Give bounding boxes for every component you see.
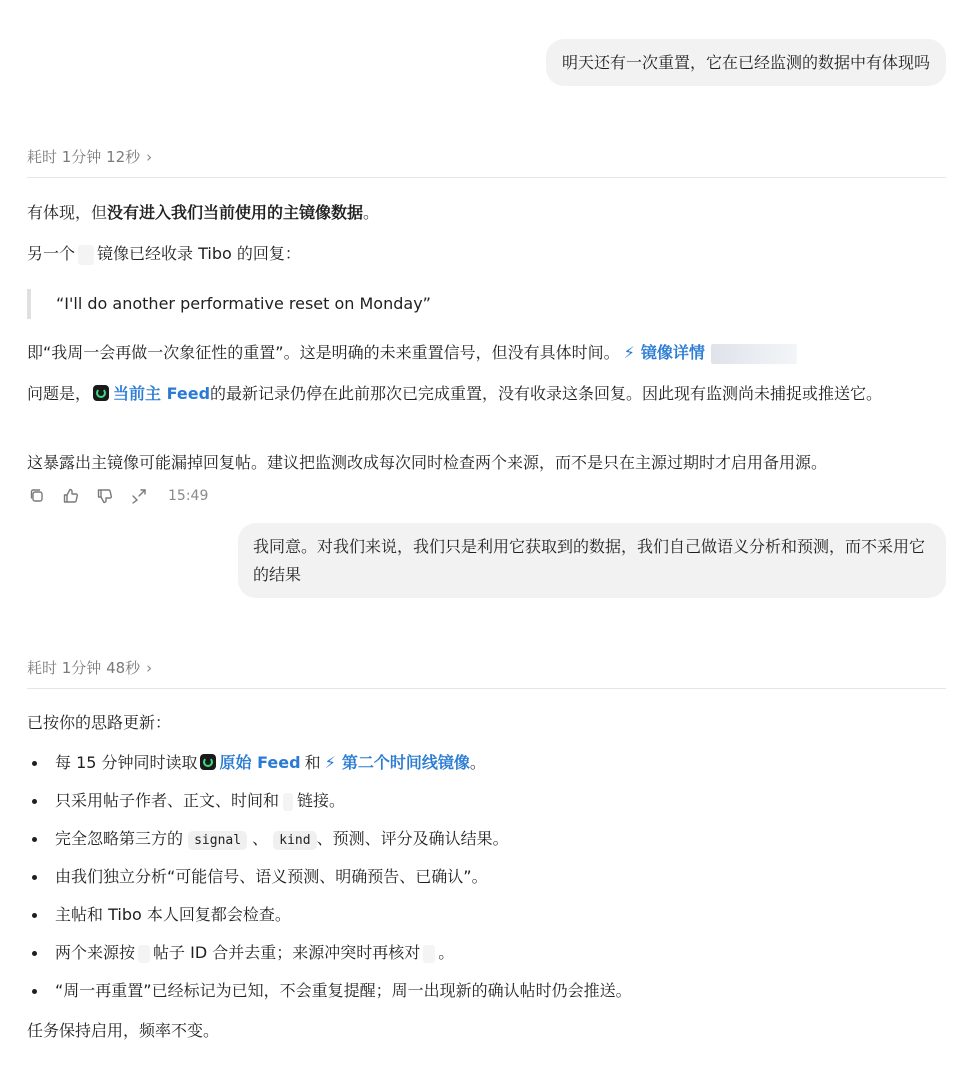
text: 帖子 ID 合并去重；来源冲突时再核对 <box>153 943 421 962</box>
chevron-right-icon: › <box>146 659 153 677</box>
text: “周一再重置”已经标记为已知，不会重复提醒；周一出现新的确认帖时仍会推送。 <box>55 981 632 1000</box>
text: 镜像已经收录 Tibo 的回复： <box>97 244 301 263</box>
redacted-block <box>711 344 797 364</box>
assistant-paragraph <box>27 241 928 267</box>
assistant-paragraph <box>27 710 928 736</box>
user-message-bubble <box>546 39 946 86</box>
list-item <box>27 750 632 788</box>
redacted-block <box>423 945 435 963</box>
like-button[interactable] <box>62 485 96 507</box>
text: 有体现，但 <box>27 203 108 222</box>
assistant-paragraph <box>27 381 928 407</box>
text: 任务保持启用，频率不变。 <box>27 1021 220 1040</box>
list-item <box>27 940 632 978</box>
redacted-block <box>78 245 94 265</box>
text: 两个来源按 <box>55 943 136 962</box>
message-timestamp: 15:49 <box>168 488 209 504</box>
copy-button[interactable] <box>28 485 62 507</box>
text: 即“我周一会再做一次象征性的重置”。这是明确的未来重置信号，但没有具体时间。 <box>27 343 620 362</box>
list-item <box>27 902 632 940</box>
list-item <box>27 788 632 826</box>
assistant-paragraph <box>27 340 928 366</box>
feed-icon <box>93 385 109 401</box>
inline-code: kind <box>273 831 316 850</box>
list-item <box>27 978 632 1016</box>
thumbs-down-icon <box>96 487 114 505</box>
thinking-duration-label: 耗时 1分钟 48秒 <box>27 659 141 677</box>
text: 只采用帖子作者、正文、时间和 <box>55 791 280 810</box>
thumbs-up-icon <box>62 487 80 505</box>
text: 的最新记录仍停在此前那次已完成重置，没有收录这条回复。因此现有监测尚未捕捉或推送它。 <box>210 384 883 403</box>
text: 每 15 分钟同时读取 <box>55 753 198 772</box>
text: 、 <box>252 829 269 848</box>
mirror-detail-link[interactable]: 镜像详情 <box>640 343 705 362</box>
share-button[interactable] <box>130 485 164 507</box>
thinking-duration-toggle[interactable] <box>27 146 152 167</box>
text: 已按你的思路更新： <box>27 713 172 732</box>
redacted-block <box>283 793 293 811</box>
update-list <box>27 750 632 1016</box>
main-feed-link[interactable]: 当前主 Feed <box>113 384 211 403</box>
text: 。 <box>469 753 486 772</box>
divider <box>27 177 946 178</box>
user-message-text: 我同意。对我们来说，我们只是利用它获取到的数据，我们自己做语义分析和预测，而不采用它的结果 <box>253 537 926 584</box>
assistant-paragraph <box>27 200 928 226</box>
divider <box>27 688 946 689</box>
thinking-duration-toggle[interactable] <box>27 657 152 678</box>
dislike-button[interactable] <box>96 485 130 507</box>
text: 另一个 <box>27 244 76 263</box>
assistant-paragraph <box>27 1018 928 1044</box>
text: 链接。 <box>297 791 346 810</box>
chevron-right-icon: › <box>146 148 153 166</box>
thinking-duration-label: 耗时 1分钟 12秒 <box>27 148 141 166</box>
message-actions <box>28 485 208 507</box>
timeline-mirror-link[interactable]: 第二个时间线镜像 <box>341 753 470 772</box>
text: 。 <box>438 943 455 962</box>
user-message-text: 明天还有一次重置，它在已经监测的数据中有体现吗 <box>561 53 930 72</box>
redacted-block <box>138 945 150 963</box>
text: 。 <box>363 203 380 222</box>
raw-feed-link[interactable]: 原始 Feed <box>219 753 301 772</box>
bold-text: 没有进入我们当前使用的主镜像数据 <box>107 203 364 222</box>
share-icon <box>130 487 148 505</box>
text: 主帖和 Tibo 本人回复都会检查。 <box>55 905 291 924</box>
list-item <box>27 864 632 902</box>
user-message-bubble <box>238 523 946 598</box>
inline-code: signal <box>188 831 247 850</box>
text: 这暴露出主镜像可能漏掉回复帖。建议把监测改成每次同时检查两个来源，而不是只在主源过期时才启用备用源。 <box>27 453 828 472</box>
text: 完全忽略第三方的 <box>55 829 184 848</box>
text: 问题是， <box>27 384 92 403</box>
lightning-icon: ⚡ <box>324 753 336 772</box>
lightning-icon: ⚡ <box>623 343 635 362</box>
blockquote <box>27 289 431 319</box>
list-item <box>27 826 632 864</box>
feed-icon <box>200 754 216 770</box>
assistant-paragraph <box>27 450 928 476</box>
quote-text: “I'll do another performative reset on Monday” <box>56 294 431 313</box>
text: 和 <box>304 753 321 772</box>
copy-icon <box>28 487 46 505</box>
text: 由我们独立分析“可能信号、语义预测、明确预告、已确认”。 <box>55 867 488 886</box>
text: 、预测、评分及确认结果。 <box>316 829 509 848</box>
